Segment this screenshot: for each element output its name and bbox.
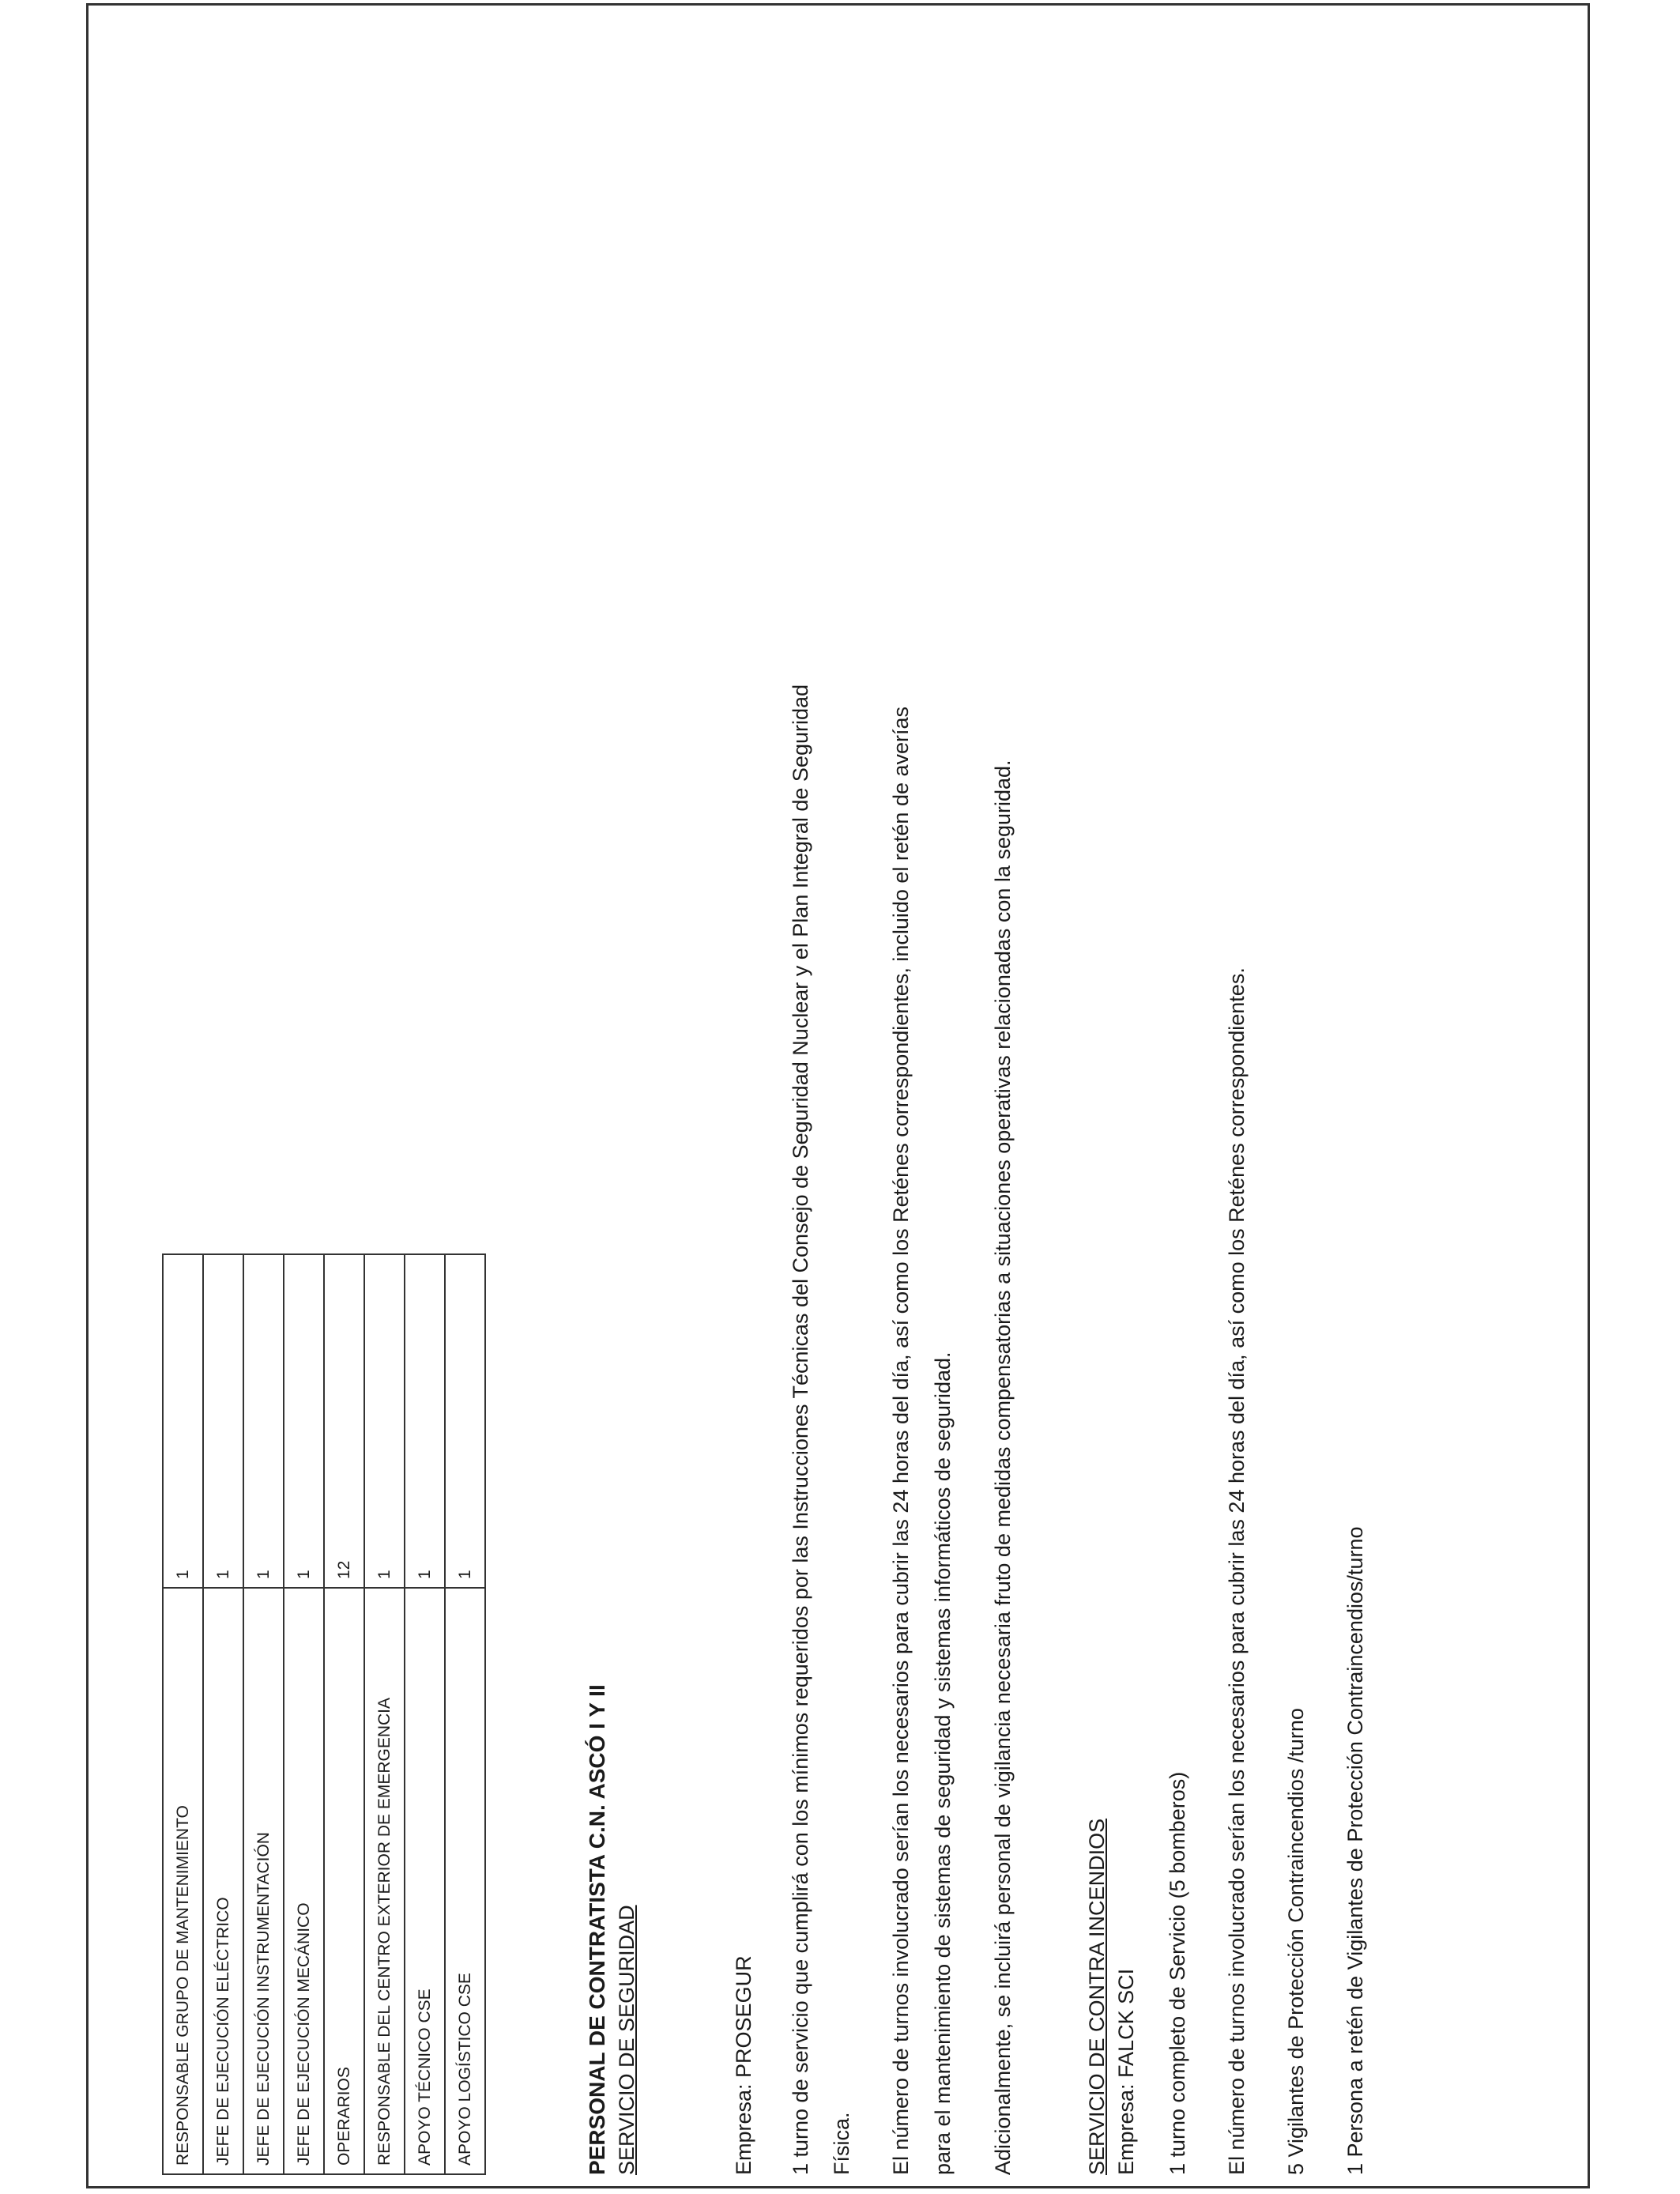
table-row	[203, 1254, 243, 2174]
security-paragraph-2-line-2: para el mantenimiento de sistemas de seguridad y sistemas informáticos de seguridad.	[931, 1351, 955, 2175]
table-row	[284, 1254, 324, 2174]
fire-line-1: 1 turno completo de Servicio (5 bomberos)	[1166, 1771, 1189, 2175]
fire-line-3: 5 Vigilantes de Protección Contraincendios /turno	[1284, 1708, 1308, 2175]
count-cell: 12	[324, 1254, 364, 1588]
role-cell: RESPONSABLE GRUPO DE MANTENIMIENTO	[163, 1588, 203, 2174]
role-cell: JEFE DE EJECUCIÓN ELÉCTRICO	[203, 1588, 243, 2174]
role-cell: APOYO LOGÍSTICO CSE	[445, 1588, 485, 2174]
security-paragraph-1-line-1: 1 turno de servicio que cumplirá con los mínimos requeridos por las Instrucciones Técnicas del Consejo de Seguridad Nuclear y el Plan Integral de Seguridad	[789, 684, 812, 2175]
table-row	[324, 1254, 364, 2174]
security-paragraph-1-line-2: Física.	[830, 2112, 853, 2175]
role-cell: JEFE DE EJECUCIÓN MECÁNICO	[284, 1588, 324, 2174]
security-paragraph-3: Adicionalmente, se incluirá personal de vigilancia necesaria fruto de medidas compensatorias a situaciones operativas relacionadas con la seguridad.	[991, 760, 1015, 2175]
security-paragraph-2-line-1: El número de turnos involucrado serían los necesarios para cubrir las 24 horas del día, así como los Reténes correspondientes, incluido el retén de averías	[889, 706, 913, 2175]
table-row	[445, 1254, 485, 2174]
rotated-document-page	[32, 120, 1438, 2175]
fire-heading: SERVICIO DE CONTRA INCENDIOS	[1085, 1818, 1109, 2175]
staff-table	[162, 1253, 486, 2175]
table-row	[364, 1254, 405, 2174]
role-cell: RESPONSABLE DEL CENTRO EXTERIOR DE EMERGENCIA	[364, 1588, 405, 2174]
count-cell: 1	[284, 1254, 324, 1588]
fire-line-4: 1 Persona a retén de Vigilantes de Protección Contraincendios/turno	[1343, 1526, 1367, 2175]
table-row	[243, 1254, 284, 2174]
fire-company: Empresa: FALCK SCI	[1114, 1968, 1138, 2175]
count-cell: 1	[203, 1254, 243, 1588]
count-cell: 1	[163, 1254, 203, 1588]
count-cell: 1	[445, 1254, 485, 1588]
count-cell: 1	[364, 1254, 405, 1588]
table-row	[405, 1254, 445, 2174]
table-row	[163, 1254, 203, 2174]
count-cell: 1	[243, 1254, 284, 1588]
count-cell: 1	[405, 1254, 445, 1588]
role-cell: OPERARIOS	[324, 1588, 364, 2174]
fire-line-2: El número de turnos involucrado serían los necesarios para cubrir las 24 horas del día, así como los Reténes correspondientes.	[1225, 967, 1249, 2175]
security-heading: SERVICIO DE SEGURIDAD	[615, 1905, 638, 2175]
role-cell: APOYO TÉCNICO CSE	[405, 1588, 445, 2174]
role-cell: JEFE DE EJECUCIÓN INSTRUMENTACIÓN	[243, 1588, 284, 2174]
section-title: PERSONAL DE CONTRATISTA C.N. ASCÓ I Y II	[585, 1684, 609, 2175]
security-company: Empresa: PROSEGUR	[732, 1955, 755, 2175]
